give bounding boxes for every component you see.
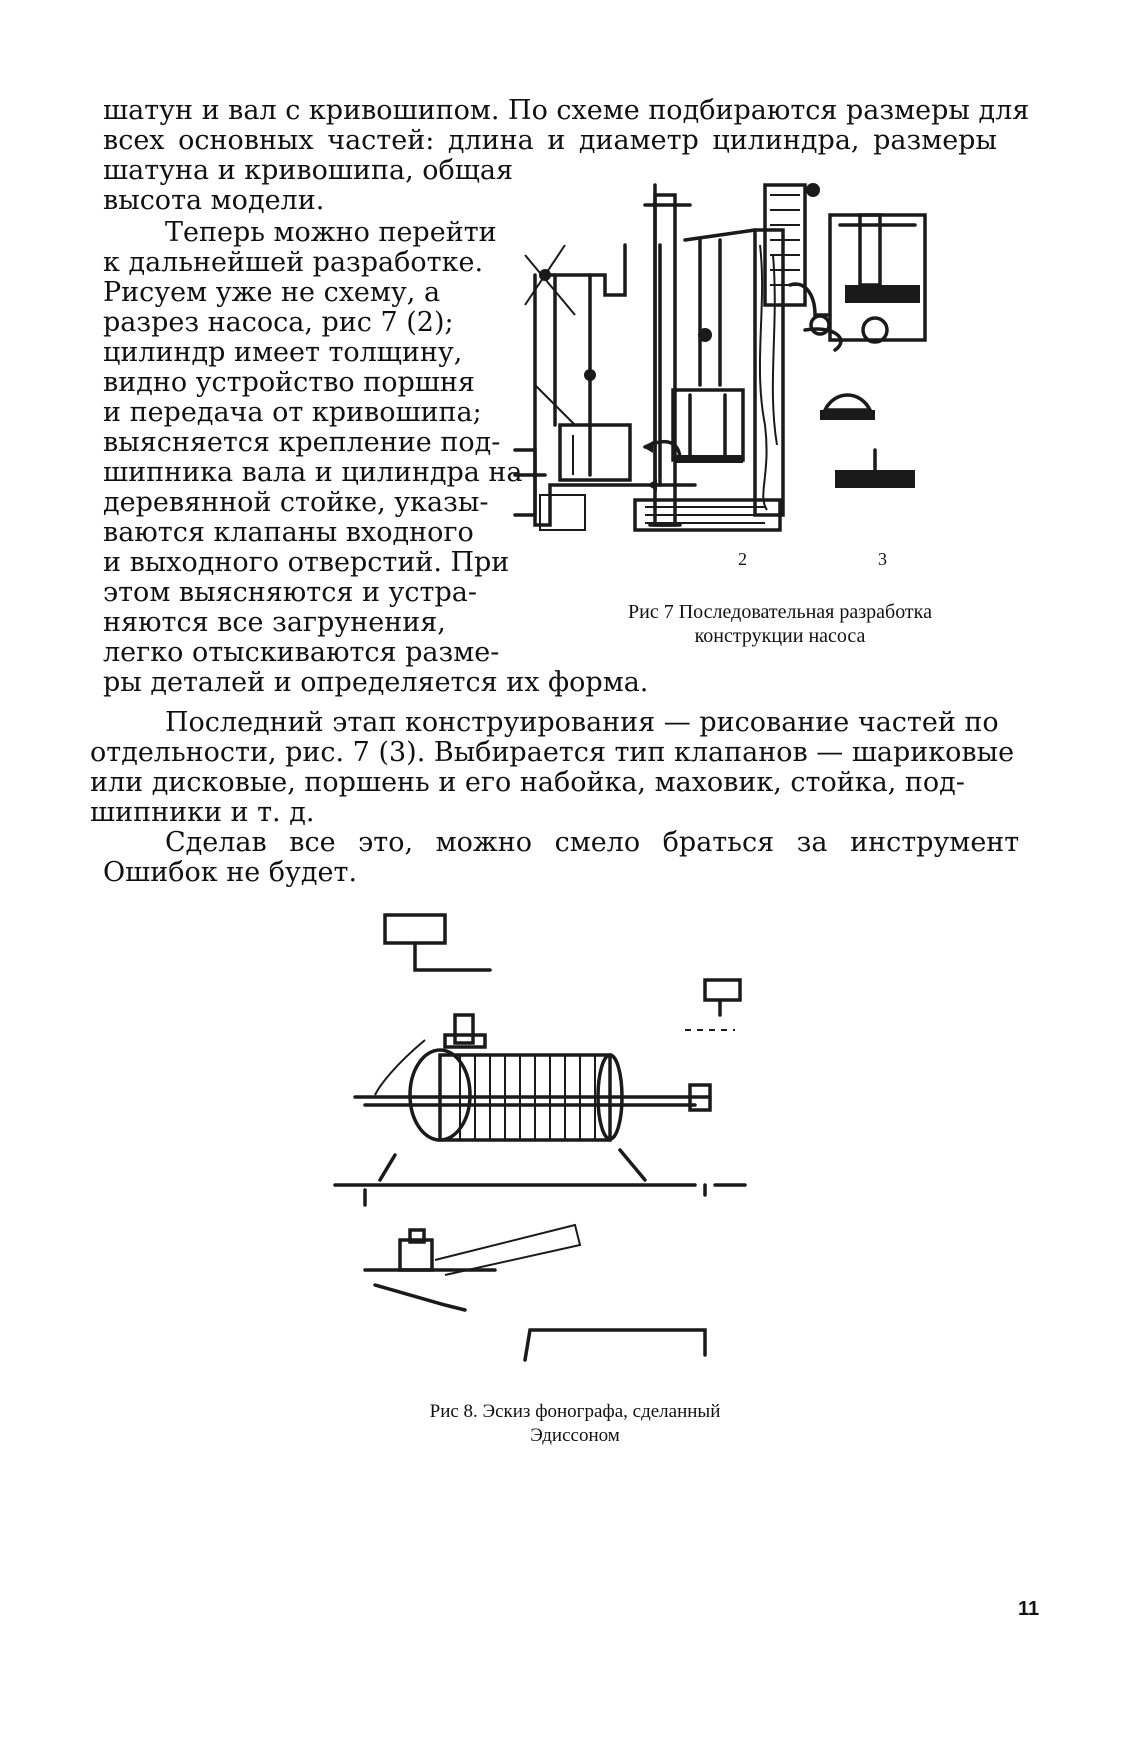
text-line: высота модели. <box>103 185 325 216</box>
text-line: выясняется крепление под- <box>103 427 501 458</box>
para2-line1 <box>165 218 497 248</box>
para2-line14 <box>103 608 446 638</box>
para2-line9 <box>103 458 523 488</box>
para2-line7 <box>103 398 482 428</box>
para3-line3 <box>90 768 965 798</box>
text-line: цилиндр имеет толщину, <box>103 337 463 368</box>
para2-line16 <box>103 668 648 698</box>
figure7-caption-line1: Рис 7 Последовательная разработка <box>628 601 932 623</box>
para2-line3 <box>103 278 440 308</box>
para2-line15 <box>103 638 499 668</box>
para3-line2 <box>90 738 1014 768</box>
figure8-caption-line2: Эдиссоном <box>530 1425 620 1446</box>
para3-line1 <box>165 708 1041 738</box>
para1-line3 <box>103 156 513 186</box>
text-line: и выходного отверстий. При <box>103 547 510 578</box>
para1-line2 <box>103 126 1041 156</box>
para3-line4 <box>90 798 314 828</box>
para1-line4 <box>103 186 324 216</box>
text-line: деревянной стойке, указы- <box>103 487 489 518</box>
text-line: Рисуем уже не схему, а <box>103 277 441 308</box>
text-line: шатун и вал с кривошипом. По схеме подбираются размеры для <box>103 95 1030 126</box>
para2-line8 <box>103 428 500 458</box>
text-line: или дисковые, поршень и его набойка, маховик, стойка, под- <box>90 767 965 798</box>
para1-line1 <box>103 96 1041 126</box>
para2-line2 <box>103 248 483 278</box>
para2-line11 <box>103 518 474 548</box>
figure7-pump-drawing <box>505 185 1045 585</box>
text-line: ры деталей и определяется их форма. <box>103 667 649 698</box>
text-line: видно устройство поршня <box>103 367 475 398</box>
para2-line6 <box>103 368 475 398</box>
para4-line2 <box>103 858 357 888</box>
text-line: Ошибок не будет. <box>103 857 358 888</box>
text-line: Последний этап конструирования — рисование частей по <box>165 707 999 738</box>
pump-schematic <box>515 185 690 530</box>
text-line: легко отыскиваются разме- <box>103 637 500 668</box>
para2-line4 <box>103 308 454 338</box>
text-line: разрез насоса, рис 7 (2); <box>103 307 454 338</box>
text-line: всех основных частей: длина и диаметр цилиндра, размеры <box>103 125 997 156</box>
para4-line1 <box>165 828 1019 858</box>
text-line: шатуна и кривошипа, общая <box>103 155 513 186</box>
para2-line10 <box>103 488 488 518</box>
fig7-label-2: 2 <box>738 549 747 569</box>
text-line: Сделав все это, можно смело браться за инструмент <box>165 827 1020 858</box>
text-line: ваются клапаны входного <box>103 517 474 548</box>
text-line: этом выясняются и устра- <box>103 577 477 608</box>
text-line: и передача от кривошипа; <box>103 397 482 428</box>
fig7-label-3: 3 <box>878 549 887 569</box>
text-line: к дальнейшей разработке. <box>103 247 484 278</box>
figure8-caption-line1: Рис 8. Эскиз фонографа, сделанный <box>429 1401 721 1422</box>
text-line: шипники и т. д. <box>90 797 315 828</box>
para2-line5 <box>103 338 462 368</box>
para2-line13 <box>103 578 477 608</box>
text-line: няются все загрунения, <box>103 607 446 638</box>
page-number: 11 <box>1018 1598 1040 1620</box>
pump-section <box>635 183 820 530</box>
figure8-phonograph-sketch <box>335 905 765 1385</box>
figure7-caption-line2: конструкции насоса <box>694 625 866 647</box>
pump-details <box>790 215 925 488</box>
text-line: Теперь можно перейти <box>165 217 497 248</box>
para2-line12 <box>103 548 509 578</box>
text-line: отдельности, рис. 7 (3). Выбирается тип клапанов — шариковые <box>90 737 1015 768</box>
text-line: шипника вала и цилиндра на <box>103 457 523 488</box>
